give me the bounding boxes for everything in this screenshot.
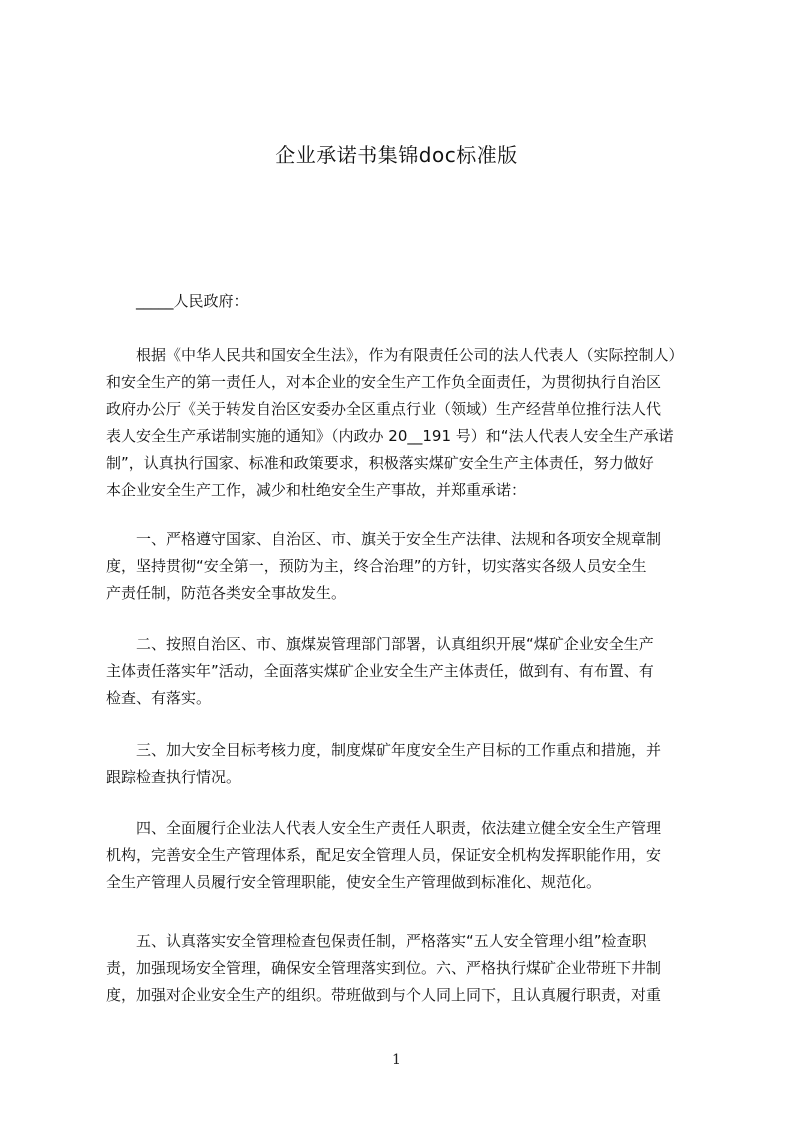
paragraph-line: 机构，完善安全生产管理体系，配足安全管理人员，保证安全机构发挥职能作用，安 (106, 846, 662, 864)
paragraph-line: 制”，认真执行国家、标准和政策要求，积极落实煤矿安全生产主体责任，努力做好 (106, 454, 654, 472)
paragraph-line: 跟踪检查执行情况。 (106, 768, 242, 786)
paragraph-preamble (106, 342, 702, 504)
paragraph-item-3 (106, 737, 702, 791)
paragraph-line: 度，坚持贯彻“安全第一，预防为主，终合治理”的方针，切实落实各级人员安全生 (106, 557, 647, 575)
paragraph-line: 检查、有落实。 (106, 689, 212, 707)
paragraph-line: 五、认真落实安全管理检查包保责任制，严格落实“五人安全管理小组”检查职 (136, 932, 647, 950)
paragraph-line: 一、严格遵守国家、自治区、市、旗关于安全生产法律、法规和各项安全规章制 (136, 530, 662, 548)
paragraph-line: 产责任制，防范各类安全事故发生。 (106, 584, 347, 602)
paragraph-line: 度，加强对企业安全生产的组织。带班做到与个人同上同下，且认真履行职责，对重 (106, 986, 662, 1004)
paragraph-line: 和安全生产的第一责任人，对本企业的安全生产工作负全面责任，为贯彻执行自治区 (106, 373, 662, 391)
paragraph-item-5 (106, 928, 702, 1009)
paragraph-line: 本企业安全生产工作，减少和杜绝安全生产事故，并郑重承诺： (106, 481, 527, 499)
paragraph-item-1 (106, 526, 702, 607)
paragraph-line: 表人安全生产承诺制实施的通知》（内政办 20__191 号）和“法人代表人安全生产承诺 (106, 427, 674, 445)
page-number: 1 (392, 1052, 401, 1068)
salutation: _____人民政府： (136, 292, 249, 310)
paragraph-line: 全生产管理人员履行安全管理职能，使安全生产管理做到标准化、规范化。 (106, 873, 602, 891)
paragraph-line: 主体责任落实年”活动，全面落实煤矿企业安全生产主体责任，做到有、有布置、有 (106, 662, 654, 680)
paragraph-line: 政府办公厅《关于转发自治区安委办全区重点行业（领域）生产经营单位推行法人代 (106, 400, 662, 418)
paragraph-item-4 (106, 815, 702, 896)
paragraph-item-2 (106, 631, 702, 712)
paragraph-line: 责，加强现场安全管理，确保安全管理落实到位。六、严格执行煤矿企业带班下井制 (106, 959, 662, 977)
paragraph-line: 三、加大安全目标考核力度，制度煤矿年度安全生产目标的工作重点和措施，并 (136, 741, 662, 759)
paragraph-line: 根据《中华人民共和国安全生法》，作为有限责任公司的法人代表人（实际控制人） (136, 346, 684, 364)
paragraph-line: 二、按照自治区、市、旗煤炭管理部门部署，认真组织开展“煤矿企业安全生产 (136, 635, 654, 653)
document-title: 企业承诺书集锦doc标准版 (275, 143, 518, 167)
paragraph-line: 四、全面履行企业法人代表人安全生产责任人职责，依法建立健全安全生产管理 (136, 819, 662, 837)
